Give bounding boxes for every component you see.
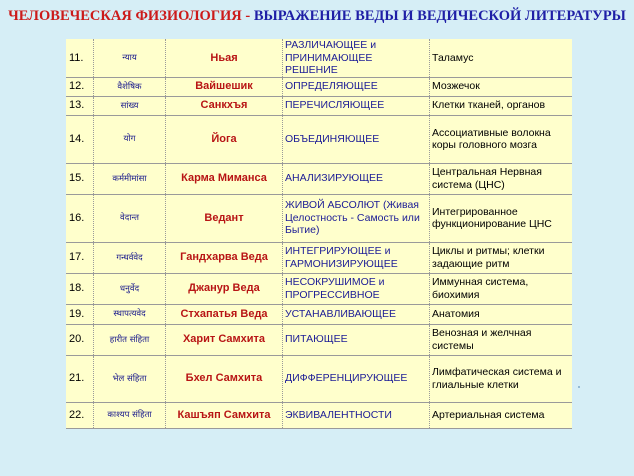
table-body — [66, 39, 572, 428]
veda-name: Харит Самхита — [166, 324, 283, 355]
sanskrit-name: स्थापत्यवेद — [94, 304, 166, 324]
quality-description: АНАЛИЗИРУЮЩЕЕ — [283, 163, 430, 194]
physiology-structure: Венозная и желчная системы — [430, 324, 573, 355]
physiology-structure: Клетки тканей, органов — [430, 96, 573, 115]
table-row — [66, 77, 572, 96]
physiology-structure: Центральная Нервная система (ЦНС) — [430, 163, 573, 194]
quality-description: ОБЪЕДИНЯЮЩЕЕ — [283, 115, 430, 163]
row-number: 11. — [66, 39, 94, 77]
veda-name: Бхел Самхита — [166, 355, 283, 402]
table-row — [66, 324, 572, 355]
physiology-structure: Артериальная система — [430, 402, 573, 428]
sanskrit-name: कर्ममीमांसा — [94, 163, 166, 194]
sanskrit-name: काश्यप संहिता — [94, 402, 166, 428]
physiology-structure: Интегрированное функционирование ЦНС — [430, 194, 573, 242]
quality-description: УСТАНАВЛИВАЮЩЕЕ — [283, 304, 430, 324]
physiology-structure: Таламус — [430, 39, 573, 77]
quality-description: НЕСОКРУШИМОЕ и ПРОГРЕССИВНОЕ — [283, 273, 430, 304]
veda-name: Ведант — [166, 194, 283, 242]
table-row — [66, 355, 572, 402]
table-row — [66, 163, 572, 194]
quality-description: ЖИВОЙ АБСОЛЮТ (Живая Целостность - Самость или Бытие) — [283, 194, 430, 242]
table-row — [66, 242, 572, 273]
veda-physiology-table — [66, 39, 572, 429]
sanskrit-name: न्याय — [94, 39, 166, 77]
slide-title-highlight: ЧЕЛОВЕЧЕСКАЯ ФИЗИОЛОГИЯ - — [8, 8, 251, 24]
veda-name: Джанур Веда — [166, 273, 283, 304]
quality-description: ПИТАЮЩЕЕ — [283, 324, 430, 355]
table-row — [66, 115, 572, 163]
veda-name: Санкхъя — [166, 96, 283, 115]
sanskrit-name: योग — [94, 115, 166, 163]
table-row — [66, 39, 572, 77]
row-number: 19. — [66, 304, 94, 324]
physiology-structure: Ассоциативные волокна коры головного мозга — [430, 115, 573, 163]
veda-name: Вайшешик — [166, 77, 283, 96]
row-number: 22. — [66, 402, 94, 428]
quality-description: ИНТЕГРИРУЮЩЕЕ и ГАРМОНИЗИРУЮЩЕЕ — [283, 242, 430, 273]
physiology-structure: Циклы и ритмы; клетки задающие ритм — [430, 242, 573, 273]
table-row — [66, 304, 572, 324]
sanskrit-name: हारीत संहिता — [94, 324, 166, 355]
veda-name: Ньая — [166, 39, 283, 77]
veda-name: Гандхарва Веда — [166, 242, 283, 273]
row-number: 12. — [66, 77, 94, 96]
quality-description: РАЗЛИЧАЮЩЕЕ и ПРИНИМАЮЩЕЕ РЕШЕНИЕ — [283, 39, 430, 77]
veda-name: Йога — [166, 115, 283, 163]
physiology-structure: Иммунная система, биохимия — [430, 273, 573, 304]
table-row — [66, 194, 572, 242]
sanskrit-name: धनुर्वेद — [94, 273, 166, 304]
row-number: 20. — [66, 324, 94, 355]
table-row — [66, 273, 572, 304]
row-number: 16. — [66, 194, 94, 242]
decorative-dot — [578, 386, 580, 388]
slide-title — [0, 8, 634, 25]
sanskrit-name: गन्धर्ववेद — [94, 242, 166, 273]
physiology-structure: Лимфатическая система и глиальные клетки — [430, 355, 573, 402]
veda-name: Кашъяп Самхита — [166, 402, 283, 428]
table-row — [66, 402, 572, 428]
sanskrit-name: वैशेषिक — [94, 77, 166, 96]
physiology-structure: Мозжечок — [430, 77, 573, 96]
quality-description: ПЕРЕЧИСЛЯЮЩЕЕ — [283, 96, 430, 115]
quality-description: ОПРЕДЕЛЯЮЩЕЕ — [283, 77, 430, 96]
row-number: 15. — [66, 163, 94, 194]
table-row — [66, 96, 572, 115]
row-number: 13. — [66, 96, 94, 115]
sanskrit-name: सांख्य — [94, 96, 166, 115]
veda-name: Карма Миманса — [166, 163, 283, 194]
slide-title-rest: ВЫРАЖЕНИЕ ВЕДЫ И ВЕДИЧЕСКОЙ ЛИТЕРАТУРЫ — [253, 8, 626, 24]
quality-description: ДИФФЕРЕНЦИРУЮЩЕЕ — [283, 355, 430, 402]
sanskrit-name: वेदान्त — [94, 194, 166, 242]
physiology-structure: Анатомия — [430, 304, 573, 324]
quality-description: ЭКВИВАЛЕНТНОСТИ — [283, 402, 430, 428]
row-number: 17. — [66, 242, 94, 273]
row-number: 18. — [66, 273, 94, 304]
sanskrit-name: भेल संहिता — [94, 355, 166, 402]
veda-name: Стхапатья Веда — [166, 304, 283, 324]
row-number: 21. — [66, 355, 94, 402]
row-number: 14. — [66, 115, 94, 163]
